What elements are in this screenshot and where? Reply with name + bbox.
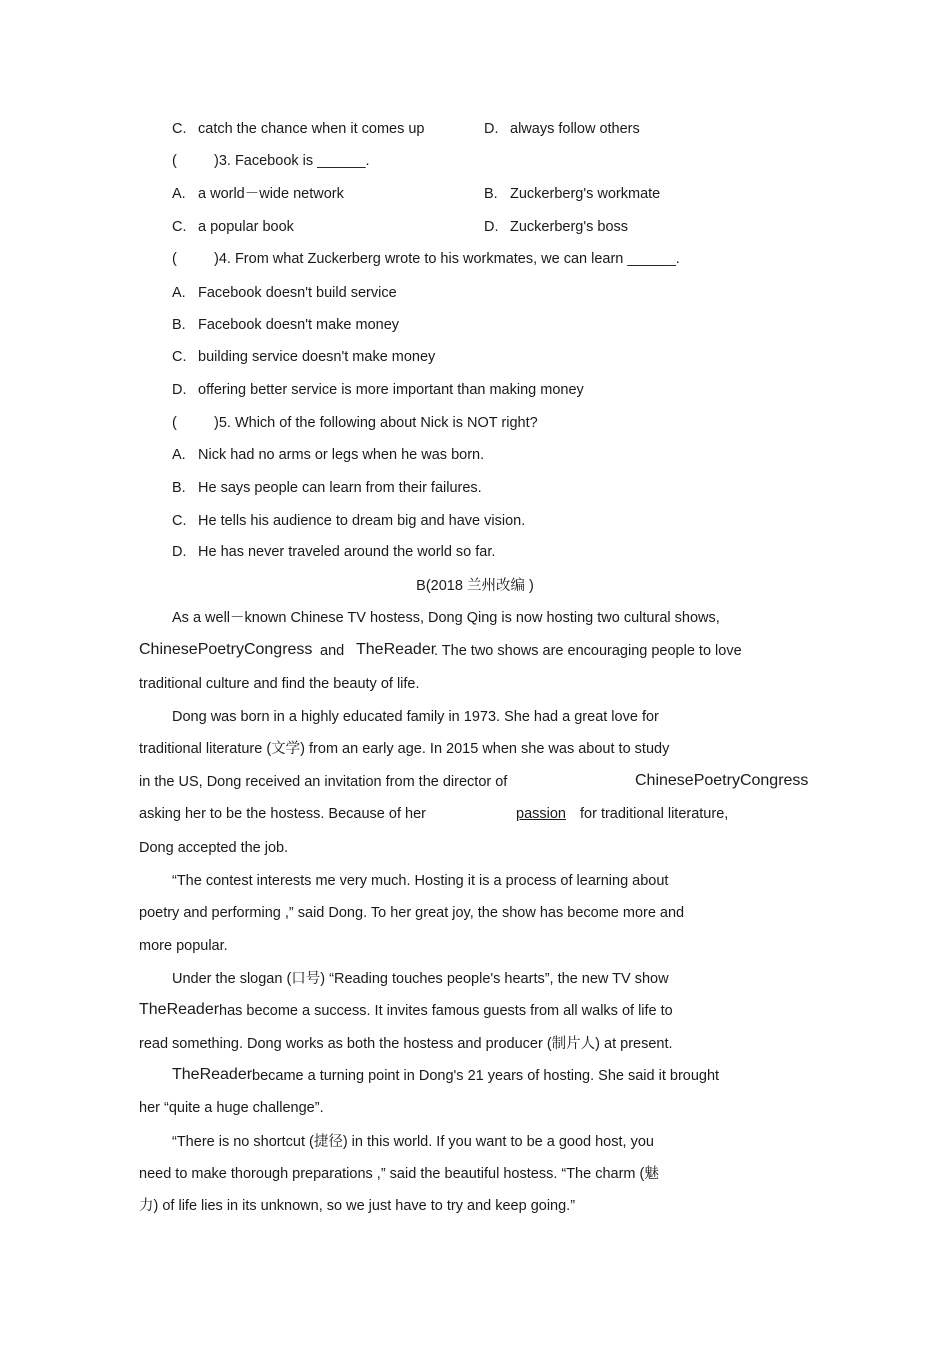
passage-line: traditional literature (文学) from an early age. In 2015 when she was about to study — [139, 741, 670, 757]
q4-option-c: building service doesn't make money — [198, 349, 436, 365]
show-title: ChinesePoetryCongress — [139, 641, 313, 658]
passage-line: read something. Dong works as both the hostess and producer (制片人) at present. — [139, 1036, 673, 1052]
q5-option-a: Nick had no arms or legs when he was born. — [198, 447, 485, 463]
q2-option-d: always follow others — [510, 121, 640, 137]
passage-line: more popular. — [139, 938, 228, 954]
passage-line: her “quite a huge challenge”. — [139, 1100, 324, 1116]
passage-line: asking her to be the hostess. Because of her — [139, 806, 426, 822]
option-letter: A. — [172, 285, 186, 301]
q5-option-b: He says people can learn from their failures. — [198, 480, 482, 496]
option-letter: C. — [172, 349, 187, 365]
passage-line: for traditional literature, — [580, 806, 729, 822]
passage-line: As a well－known Chinese TV hostess, Dong Qing is now hosting two cultural shows, — [172, 610, 720, 626]
passage-line: need to make thorough preparations ,” said the beautiful hostess. “The charm (魅 — [139, 1166, 659, 1182]
show-title: ChinesePoetryCongress — [635, 772, 809, 789]
passage-line: 力) of life lies in its unknown, so we just have to try and keep going.” — [139, 1198, 576, 1214]
passage-line: poetry and performing ,” said Dong. To her great joy, the show has become more and — [139, 905, 685, 921]
option-letter: B. — [484, 186, 498, 202]
question-paren: ( — [172, 415, 177, 431]
q3-option-b: Zuckerberg's workmate — [510, 186, 661, 202]
option-letter: B. — [172, 480, 186, 496]
option-letter: D. — [172, 382, 187, 398]
q3-option-a: a world－wide network — [198, 186, 344, 202]
q4-option-d: offering better service is more important than making money — [198, 382, 584, 398]
option-letter: A. — [172, 186, 186, 202]
passage-line: Dong was born in a highly educated family in 1973. She had a great love for — [172, 709, 659, 725]
q2-option-c: catch the chance when it comes up — [198, 121, 425, 137]
show-title: TheReader — [356, 641, 437, 658]
option-letter: D. — [172, 544, 187, 560]
passage-word: and — [320, 643, 345, 659]
passage-line: Under the slogan (口号) “Reading touches people's hearts”, the new TV show — [172, 971, 669, 987]
q5-option-c: He tells his audience to dream big and have vision. — [198, 513, 526, 529]
option-letter: B. — [172, 317, 186, 333]
question-paren: ( — [172, 153, 177, 169]
passage-line: traditional culture and find the beauty of life. — [139, 676, 420, 692]
passage-line: “The contest interests me very much. Hosting it is a process of learning about — [172, 873, 669, 889]
passage-line: Dong accepted the job. — [139, 840, 289, 856]
question-paren: ( — [172, 251, 177, 267]
q5-option-d: He has never traveled around the world so far. — [198, 544, 496, 560]
q3-option-c: a popular book — [198, 219, 294, 235]
option-letter: D. — [484, 121, 499, 137]
question-3-stem: )3. Facebook is ______. — [214, 153, 370, 169]
q3-option-d: Zuckerberg's boss — [510, 219, 629, 235]
option-letter: C. — [172, 513, 187, 529]
passage-line: “There is no shortcut (捷径) in this world. If you want to be a good host, you — [172, 1134, 654, 1150]
show-title: TheReader — [172, 1066, 253, 1083]
passage-line: . The two shows are encouraging people to love — [434, 643, 742, 659]
q4-option-b: Facebook doesn't make money — [198, 317, 400, 333]
passage-line: has become a success. It invites famous guests from all walks of life to — [219, 1003, 673, 1019]
question-5-stem: )5. Which of the following about Nick is NOT right? — [214, 415, 538, 431]
option-letter: D. — [484, 219, 499, 235]
answer-blank: passion — [516, 806, 566, 822]
section-heading: B(2018 兰州改编 ) — [416, 578, 534, 594]
passage-line: became a turning point in Dong's 21 years of hosting. She said it brought — [252, 1068, 720, 1084]
passage-line: in the US, Dong received an invitation from the director of — [139, 774, 508, 790]
option-letter: C. — [172, 219, 187, 235]
q4-option-a: Facebook doesn't build service — [198, 285, 397, 301]
option-letter: A. — [172, 447, 186, 463]
option-letter: C. — [172, 121, 187, 137]
question-4-stem: )4. From what Zuckerberg wrote to his workmates, we can learn ______. — [214, 251, 680, 267]
show-title: TheReader — [139, 1001, 220, 1018]
